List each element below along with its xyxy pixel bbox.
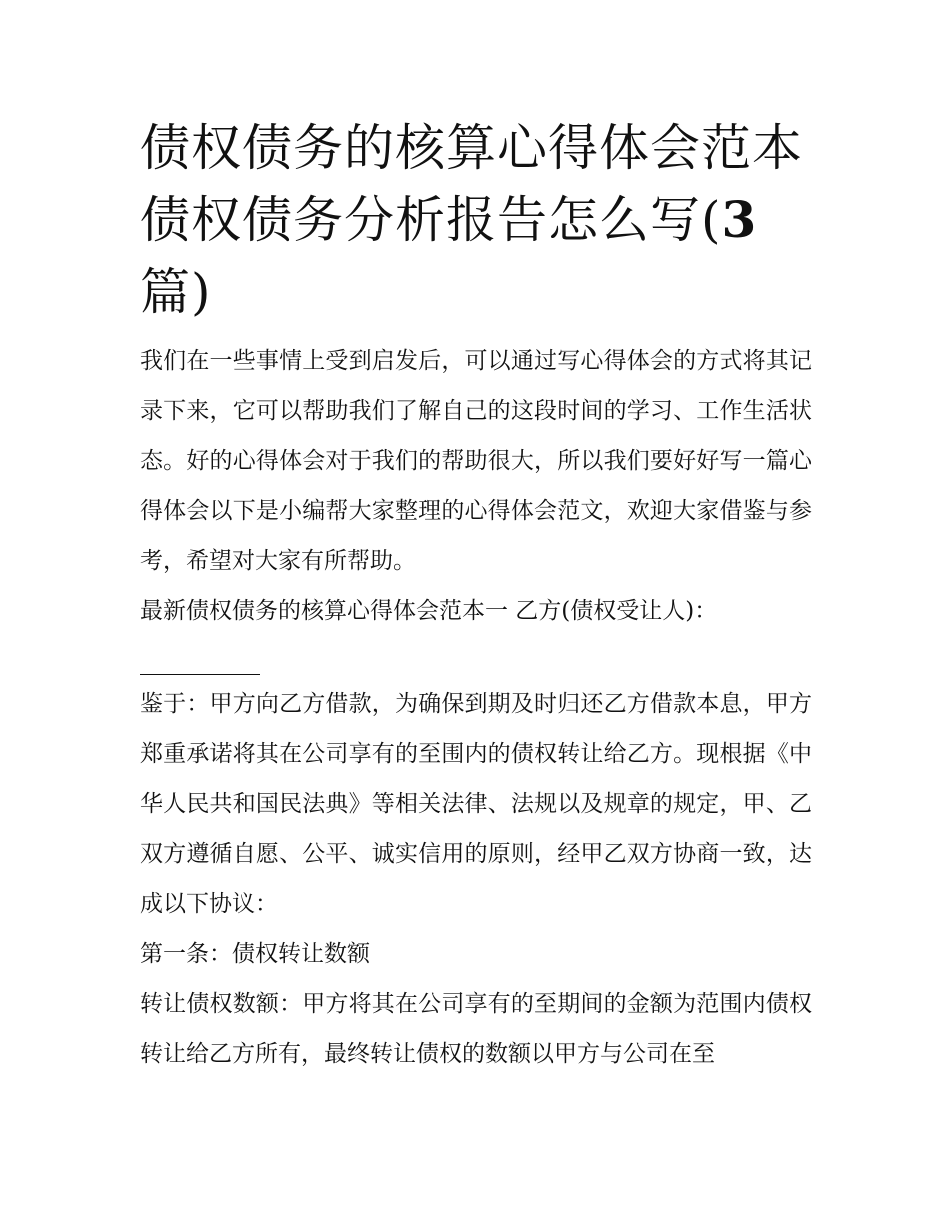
title-line-3: 篇): [140, 263, 212, 321]
signature-blank-line: [140, 674, 260, 675]
document-title: [140, 112, 812, 328]
section-heading: 最新债权债务的核算心得体会范本一 乙方(债权受让人)：: [140, 598, 718, 624]
document-page: [140, 112, 812, 1079]
intro-paragraph: 我们在一些事情上受到启发后，可以通过写心得体会的方式将其记录下来，它可以帮助我们了解自己的这段时间的学习、工作生活状态。好的心得体会对于我们的帮助很大，所以我们要好好写一篇心得体会以下是小编帮大家整理的心得体会范文，欢迎大家借鉴与参考，希望对大家有所帮助。: [140, 348, 812, 574]
article-1-title: 第一条：债权转让数额: [140, 941, 370, 967]
title-line-1: 债权债务的核算心得体会范本: [140, 119, 803, 177]
title-line-2: 债权债务分析报告怎么写(: [140, 191, 722, 249]
title-count: 3: [721, 190, 758, 249]
article-1-body: 转让债权数额：甲方将其在公司享有的至期间的金额为范围内债权转让给乙方所有，最终转让债权的数额以甲方与公司在至: [140, 991, 812, 1067]
whereas-paragraph: 鉴于：甲方向乙方借款，为确保到期及时归还乙方借款本息，甲方郑重承诺将其在公司享有的至围内的债权转让给乙方。现根据《中华人民共和国民法典》等相关法律、法规以及规章的规定，甲、乙双方遵循自愿、公平、诚实信用的原则，经甲乙双方协商一致，达成以下协议：: [140, 691, 812, 917]
